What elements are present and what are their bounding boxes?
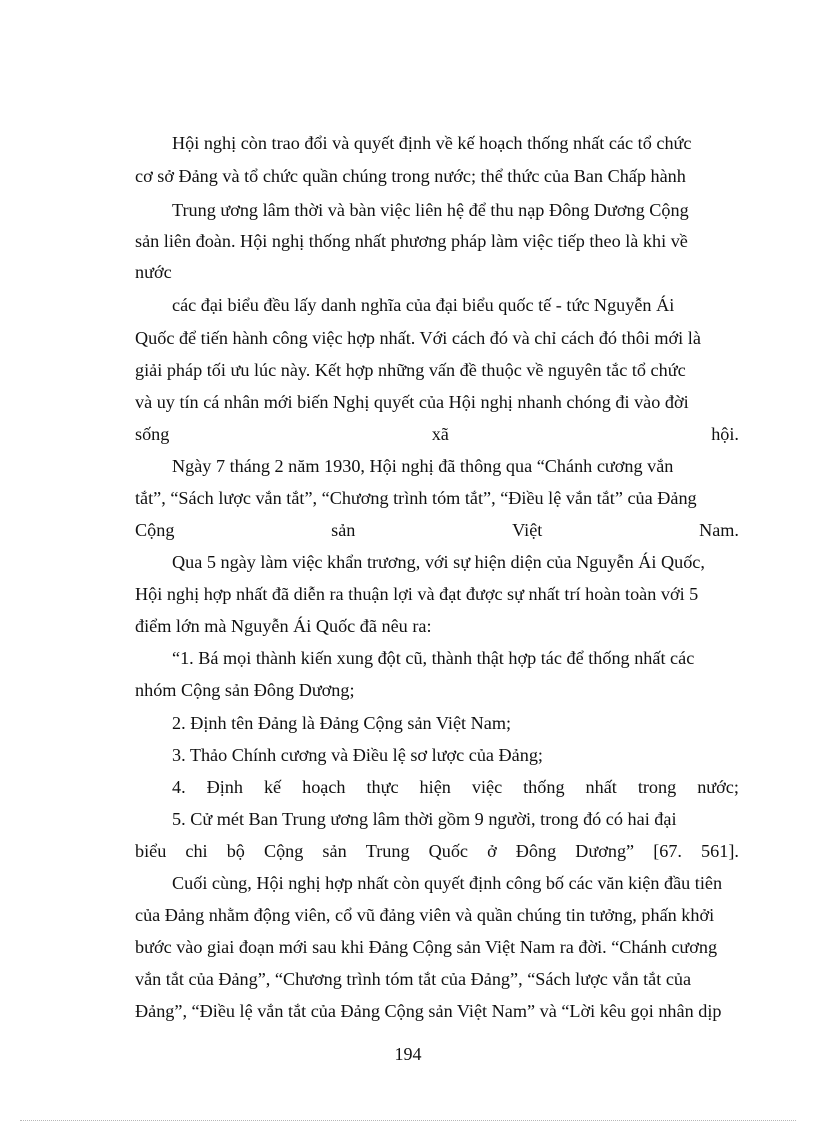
word: xã: [431, 424, 449, 444]
text-line-justified: [135, 839, 739, 863]
word: Cộng: [135, 520, 175, 540]
text-line: sản liên đoàn. Hội nghị thống nhất phương pháp làm việc tiếp theo là khi về: [135, 231, 688, 251]
text-line: Ngày 7 tháng 2 năm 1930, Hội nghị đã thông qua “Chánh cương vắn: [172, 456, 674, 476]
word: hội.: [711, 424, 739, 444]
word: việc: [471, 777, 503, 797]
text-line: “1. Bá mọi thành kiến xung đột cũ, thành thật hợp tác để thống nhất các: [172, 648, 695, 668]
word: sống: [135, 424, 170, 444]
text-line: nước: [135, 262, 172, 282]
text-line: các đại biểu đều lấy danh nghĩa của đại biểu quốc tế - tức Nguyễn Ái: [172, 295, 675, 315]
text-line: của Đảng nhằm động viên, cổ vũ đảng viên và quần chúng tin tưởng, phấn khởi: [135, 905, 715, 925]
text-line: Hội nghị hợp nhất đã diễn ra thuận lợi và đạt được sự nhất trí hoàn toàn với 5: [135, 584, 699, 604]
text-line: Đảng”, “Điều lệ vắn tắt của Đảng Cộng sản Việt Nam” và “Lời kêu gọi nhân dịp: [135, 1001, 722, 1021]
word: Dương”: [575, 841, 635, 861]
word: Việt: [512, 520, 543, 540]
text-line: 5. Cử mét Ban Trung ương lâm thời gồm 9 người, trong đó có hai đại: [172, 809, 677, 829]
word: Định: [206, 777, 243, 797]
text-line: Trung ương lâm thời và bàn việc liên hệ để thu nạp Đông Dương Cộng: [172, 200, 689, 220]
text-line: bước vào giai đoạn mới sau khi Đảng Cộng sản Việt Nam ra đời. “Chánh cương: [135, 937, 718, 957]
word: trong: [637, 777, 677, 797]
page-number: 194: [394, 1044, 422, 1064]
text-line: Cuối cùng, Hội nghị hợp nhất còn quyết định công bố các văn kiện đầu tiên: [172, 873, 723, 893]
word: sản: [331, 520, 356, 540]
text-line: và uy tín cá nhân mới biến Nghị quyết của Hội nghị nhanh chóng đi vào đời: [135, 392, 689, 412]
word: nhất: [585, 777, 617, 797]
text-line-justified: [172, 775, 739, 799]
word: Trung: [365, 841, 410, 861]
word: hiện: [419, 777, 451, 797]
word: 4.: [172, 777, 186, 797]
word: kế: [263, 777, 282, 797]
word: Nam.: [699, 520, 739, 540]
word: thống: [523, 777, 565, 797]
text-line: điểm lớn mà Nguyễn Ái Quốc đã nêu ra:: [135, 616, 432, 636]
word: thực: [366, 777, 399, 797]
text-line: 3. Thảo Chính cương và Điều lệ sơ lược của Đảng;: [172, 745, 543, 765]
word: 561].: [701, 841, 739, 861]
word: bộ: [226, 841, 245, 861]
text-line: tắt”, “Sách lược vắn tắt”, “Chương trình tóm tắt”, “Điều lệ vắn tắt” của Đảng: [135, 488, 697, 508]
word: Quốc: [428, 841, 469, 861]
text-line-justified: [135, 422, 739, 446]
text-line: Quốc để tiến hành công việc hợp nhất. Với cách đó và chỉ cách đó thôi mới là: [135, 328, 701, 348]
text-line: 2. Định tên Đảng là Đảng Cộng sản Việt Nam;: [172, 713, 512, 733]
word: biểu: [135, 841, 167, 861]
text-line: vắn tắt của Đảng”, “Chương trình tóm tắt của Đảng”, “Sách lược vắn tắt của: [135, 969, 692, 989]
text-line: cơ sở Đảng và tổ chức quần chúng trong nước; thể thức của Ban Chấp hành: [135, 166, 686, 186]
text-line: giải pháp tối ưu lúc này. Kết hợp những vấn đề thuộc về nguyên tắc tổ chức: [135, 360, 686, 380]
text-line-justified: [135, 518, 739, 542]
page-bottom-divider: [20, 1120, 796, 1121]
word: Cộng: [263, 841, 304, 861]
word: ở: [487, 841, 497, 861]
word: sản: [322, 841, 347, 861]
word: chi: [185, 841, 208, 861]
text-line: Qua 5 ngày làm việc khẩn trương, với sự hiện diện của Nguyễn Ái Quốc,: [172, 552, 705, 572]
word: [67.: [653, 841, 682, 861]
word: Đông: [515, 841, 557, 861]
text-line: Hội nghị còn trao đổi và quyết định về kế hoạch thống nhất các tổ chức: [172, 133, 692, 153]
word: hoạch: [302, 777, 346, 797]
word: nước;: [697, 777, 739, 797]
text-line: nhóm Cộng sản Đông Dương;: [135, 680, 355, 700]
